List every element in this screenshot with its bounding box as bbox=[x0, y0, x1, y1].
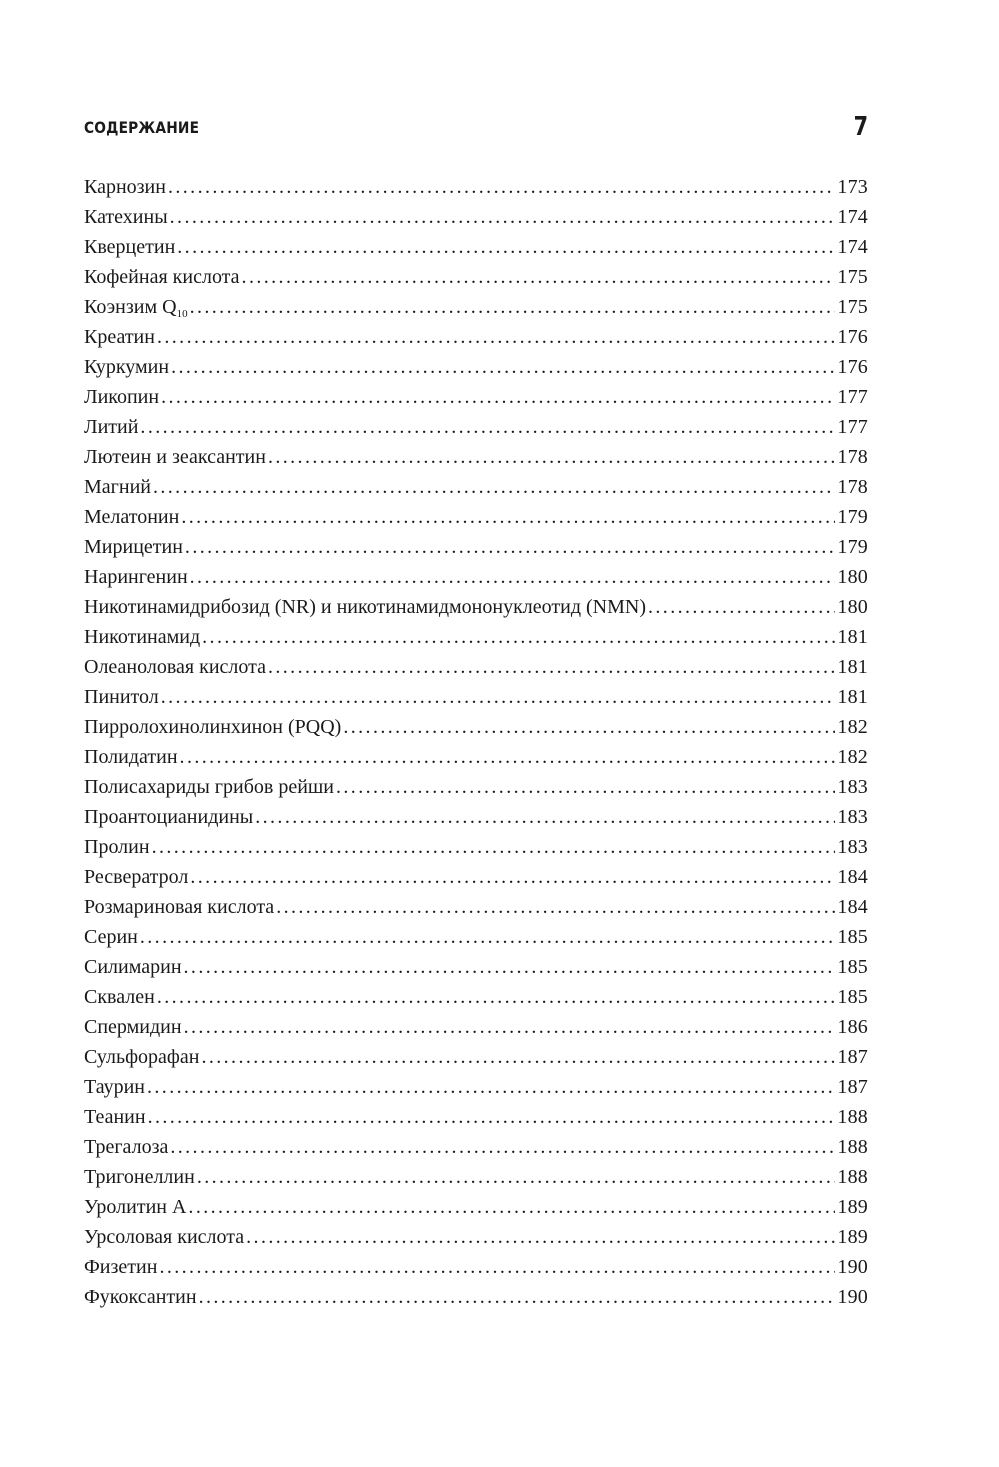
toc-entry bbox=[84, 862, 868, 892]
toc-entry-page: 179 bbox=[837, 536, 868, 558]
toc-entry-title-text: Пирролохинолинхинон (PQQ) bbox=[84, 716, 342, 738]
dot-leader bbox=[268, 652, 835, 682]
dot-leader bbox=[190, 562, 836, 592]
toc-entry-title-text: Нарингенин bbox=[84, 566, 188, 588]
toc-entry-page: 174 bbox=[837, 206, 868, 228]
toc-entry-title-subscript: 10 bbox=[176, 308, 188, 320]
toc-entry-page: 180 bbox=[837, 596, 868, 618]
dot-leader bbox=[152, 832, 836, 862]
toc-entry-title-text: Куркумин bbox=[84, 356, 170, 378]
toc-entry bbox=[84, 1162, 868, 1192]
toc-entry bbox=[84, 712, 868, 742]
toc-entry-title bbox=[84, 592, 646, 622]
dot-leader bbox=[184, 1012, 836, 1042]
dot-leader bbox=[180, 742, 836, 772]
toc-entry-title-text: Таурин bbox=[84, 1076, 145, 1098]
dot-leader bbox=[157, 322, 835, 352]
toc-entry-page: 186 bbox=[837, 1016, 868, 1038]
dot-leader bbox=[140, 412, 835, 442]
dot-leader bbox=[199, 1282, 836, 1312]
toc-entry-title bbox=[84, 682, 159, 712]
toc-entry bbox=[84, 922, 868, 952]
toc-entry bbox=[84, 592, 868, 622]
toc-entry-title bbox=[84, 1162, 195, 1192]
toc-entry-page: 183 bbox=[837, 776, 868, 798]
toc-entry bbox=[84, 322, 868, 352]
toc-entry-title bbox=[84, 1252, 157, 1282]
toc-entry-title-text: Уролитин А bbox=[84, 1196, 187, 1218]
toc-entry-page: 188 bbox=[837, 1136, 868, 1158]
dot-leader bbox=[268, 442, 835, 472]
toc-entry-title bbox=[84, 1102, 146, 1132]
toc-entry bbox=[84, 562, 868, 592]
dot-leader bbox=[161, 682, 836, 712]
toc-entry-title-text: Пинитол bbox=[84, 686, 159, 708]
toc-entry-title-text: Полисахариды грибов рейши bbox=[84, 776, 334, 798]
toc-entry-page: 180 bbox=[837, 566, 868, 588]
dot-leader bbox=[147, 1072, 835, 1102]
toc-entry-page: 184 bbox=[837, 866, 868, 888]
running-title: СОДЕРЖАНИЕ bbox=[84, 118, 200, 137]
toc-entry-title-text: Кверцетин bbox=[84, 236, 176, 258]
toc-entry-title bbox=[84, 232, 175, 262]
toc-entry-page: 183 bbox=[837, 806, 868, 828]
toc-entry-title-text: Урсоловая кислота bbox=[84, 1226, 245, 1248]
toc-entry-page: 182 bbox=[837, 746, 868, 768]
toc-entry bbox=[84, 1132, 868, 1162]
toc-entry-page: 187 bbox=[837, 1046, 868, 1068]
toc-entry-title bbox=[84, 862, 188, 892]
toc-entry-title bbox=[84, 772, 334, 802]
toc-entry-title bbox=[84, 742, 178, 772]
toc-entry bbox=[84, 1252, 868, 1282]
dot-leader bbox=[246, 1222, 835, 1252]
toc-entry bbox=[84, 982, 868, 1012]
toc-entry-title bbox=[84, 1072, 145, 1102]
toc-entry bbox=[84, 382, 868, 412]
toc-entry bbox=[84, 832, 868, 862]
toc-entry-title bbox=[84, 982, 155, 1012]
toc-entry-title-text: Проантоцианидины bbox=[84, 806, 254, 828]
toc-entry-title-text: Мелатонин bbox=[84, 506, 180, 528]
toc-entry bbox=[84, 412, 868, 442]
toc-entry bbox=[84, 352, 868, 382]
toc-entry-page: 185 bbox=[837, 956, 868, 978]
toc-entry-title bbox=[84, 262, 240, 292]
toc-entry-title bbox=[84, 382, 159, 412]
toc-entry-title-text: Сульфорафан bbox=[84, 1046, 200, 1068]
toc-entry-title-text: Тригонеллин bbox=[84, 1166, 195, 1188]
toc-entry-title-text: Лютеин и зеаксантин bbox=[84, 446, 266, 468]
toc-entry-title-text: Ресвератрол bbox=[84, 866, 189, 888]
toc-entry-page: 190 bbox=[837, 1286, 868, 1308]
dot-leader bbox=[153, 472, 835, 502]
toc-entry-title-text: Физетин bbox=[84, 1256, 158, 1278]
toc-entry-page: 181 bbox=[837, 686, 868, 708]
toc-entry bbox=[84, 682, 868, 712]
toc-entry-page: 190 bbox=[837, 1256, 868, 1278]
dot-leader bbox=[202, 622, 835, 652]
toc-entry-page: 181 bbox=[837, 656, 868, 678]
toc-entry-page: 185 bbox=[837, 986, 868, 1008]
toc-entry-page: 179 bbox=[837, 506, 868, 528]
toc-entry-page: 173 bbox=[837, 176, 868, 198]
toc-entry bbox=[84, 262, 868, 292]
toc-entry-title-text: Серин bbox=[84, 926, 138, 948]
toc-entry bbox=[84, 802, 868, 832]
toc-entry-title-text: Мирицетин bbox=[84, 536, 183, 558]
toc-entry-title-text: Пролин bbox=[84, 836, 150, 858]
dot-leader bbox=[185, 532, 835, 562]
toc-entry bbox=[84, 952, 868, 982]
toc-entry-title-text: Фукоксантин bbox=[84, 1286, 197, 1308]
dot-leader bbox=[171, 352, 835, 382]
toc-entry-page: 187 bbox=[837, 1076, 868, 1098]
dot-leader bbox=[177, 232, 835, 262]
page-header bbox=[84, 112, 868, 152]
toc-entry bbox=[84, 1192, 868, 1222]
toc-entry-title bbox=[84, 352, 169, 382]
toc-entry-title bbox=[84, 532, 183, 562]
page-number: 7 bbox=[853, 112, 868, 142]
dot-leader bbox=[343, 712, 835, 742]
dot-leader bbox=[170, 1132, 835, 1162]
toc-entry-title bbox=[84, 832, 150, 862]
toc-entry-page: 189 bbox=[837, 1196, 868, 1218]
toc-entry-page: 175 bbox=[837, 296, 868, 318]
toc-entry-title bbox=[84, 322, 155, 352]
toc-entry-title-text: Катехины bbox=[84, 206, 168, 228]
toc-entry-title-text: Ликопин bbox=[84, 386, 160, 408]
toc-entry bbox=[84, 742, 868, 772]
dot-leader bbox=[197, 1162, 836, 1192]
toc-entry-title bbox=[84, 652, 266, 682]
toc-entry-title-text: Олеаноловая кислота bbox=[84, 656, 266, 678]
toc-entry-title bbox=[84, 802, 253, 832]
dot-leader bbox=[170, 202, 836, 232]
toc-entry bbox=[84, 892, 868, 922]
toc-entry-title bbox=[84, 1012, 182, 1042]
toc-entry-title bbox=[84, 1282, 197, 1312]
toc-entry-title bbox=[84, 712, 341, 742]
toc-entry-page: 185 bbox=[837, 926, 868, 948]
toc-entry-title bbox=[84, 412, 138, 442]
toc-entry-page: 188 bbox=[837, 1106, 868, 1128]
dot-leader bbox=[168, 172, 835, 202]
toc-entry-title bbox=[84, 502, 179, 532]
toc-entry bbox=[84, 472, 868, 502]
toc-entry-title-text: Никотинамидрибозид (NR) и никотинамидмононуклеотид (NMN) bbox=[84, 596, 646, 618]
toc-entry-page: 175 bbox=[837, 266, 868, 288]
dot-leader bbox=[242, 262, 836, 292]
toc-entry bbox=[84, 292, 868, 322]
toc-entry bbox=[84, 652, 868, 682]
toc-entry-title bbox=[84, 892, 274, 922]
toc-entry-title bbox=[84, 472, 151, 502]
dot-leader bbox=[140, 922, 836, 952]
toc-entry-page: 189 bbox=[837, 1226, 868, 1248]
toc-entry-page: 176 bbox=[837, 326, 868, 348]
toc-entry-title-text: Теанин bbox=[84, 1106, 146, 1128]
toc-entry-page: 183 bbox=[837, 836, 868, 858]
toc-entry-title-text: Магний bbox=[84, 476, 151, 498]
toc-entry bbox=[84, 1042, 868, 1072]
toc-entry-page: 188 bbox=[837, 1166, 868, 1188]
toc-entry bbox=[84, 1222, 868, 1252]
dot-leader bbox=[276, 892, 835, 922]
toc-entry-page: 177 bbox=[837, 386, 868, 408]
toc-entry-title bbox=[84, 1222, 244, 1252]
toc-entry-page: 177 bbox=[837, 416, 868, 438]
dot-leader bbox=[190, 862, 835, 892]
dot-leader bbox=[184, 952, 836, 982]
toc-entry-title-text: Креатин bbox=[84, 326, 155, 348]
toc-entry-title-text: Спермидин bbox=[84, 1016, 182, 1038]
toc-entry bbox=[84, 232, 868, 262]
toc-entry bbox=[84, 1012, 868, 1042]
toc-entry-title-text: Карнозин bbox=[84, 176, 166, 198]
dot-leader bbox=[188, 1192, 835, 1222]
toc-entry bbox=[84, 442, 868, 472]
toc-entry bbox=[84, 202, 868, 232]
dot-leader bbox=[157, 982, 836, 1012]
dot-leader bbox=[648, 592, 835, 622]
toc-entry-page: 182 bbox=[837, 716, 868, 738]
toc-entry-title-text: Полидатин bbox=[84, 746, 178, 768]
toc-entry bbox=[84, 502, 868, 532]
dot-leader bbox=[148, 1102, 836, 1132]
toc-entry-title-text: Кофейная кислота bbox=[84, 266, 240, 288]
table-of-contents bbox=[84, 172, 868, 1312]
toc-entry bbox=[84, 1072, 868, 1102]
toc-entry-title-text: Коэнзим Q bbox=[84, 296, 177, 318]
dot-leader bbox=[181, 502, 835, 532]
toc-entry-title-text: Трегалоза bbox=[84, 1136, 169, 1158]
toc-entry bbox=[84, 622, 868, 652]
toc-entry bbox=[84, 1282, 868, 1312]
toc-entry-page: 178 bbox=[837, 476, 868, 498]
toc-entry-title-text: Никотинамид bbox=[84, 626, 201, 648]
dot-leader bbox=[159, 1252, 835, 1282]
toc-entry-title-text: Розмариновая кислота bbox=[84, 896, 275, 918]
toc-entry-page: 184 bbox=[837, 896, 868, 918]
dot-leader bbox=[161, 382, 835, 412]
toc-entry-title bbox=[84, 1042, 199, 1072]
toc-entry-page: 176 bbox=[837, 356, 868, 378]
dot-leader bbox=[336, 772, 835, 802]
toc-entry-title-text: Сквален bbox=[84, 986, 155, 1008]
toc-entry bbox=[84, 532, 868, 562]
dot-leader bbox=[190, 292, 836, 322]
toc-entry bbox=[84, 772, 868, 802]
toc-entry-page: 178 bbox=[837, 446, 868, 468]
dot-leader bbox=[201, 1042, 835, 1072]
toc-entry-title bbox=[84, 622, 200, 652]
toc-entry-title bbox=[84, 562, 188, 592]
toc-entry-page: 174 bbox=[837, 236, 868, 258]
toc-entry-title bbox=[84, 442, 266, 472]
toc-entry-title bbox=[84, 1132, 168, 1162]
toc-entry-page: 181 bbox=[837, 626, 868, 648]
toc-entry-title bbox=[84, 202, 168, 232]
toc-entry-title-text: Литий bbox=[84, 416, 139, 438]
toc-entry bbox=[84, 172, 868, 202]
dot-leader bbox=[255, 802, 835, 832]
toc-entry-title bbox=[84, 1192, 186, 1222]
toc-entry-title bbox=[84, 172, 166, 202]
toc-entry-title bbox=[84, 292, 188, 322]
toc-entry-title bbox=[84, 952, 182, 982]
toc-entry-title-text: Силимарин bbox=[84, 956, 182, 978]
toc-entry-title bbox=[84, 922, 138, 952]
toc-entry bbox=[84, 1102, 868, 1132]
